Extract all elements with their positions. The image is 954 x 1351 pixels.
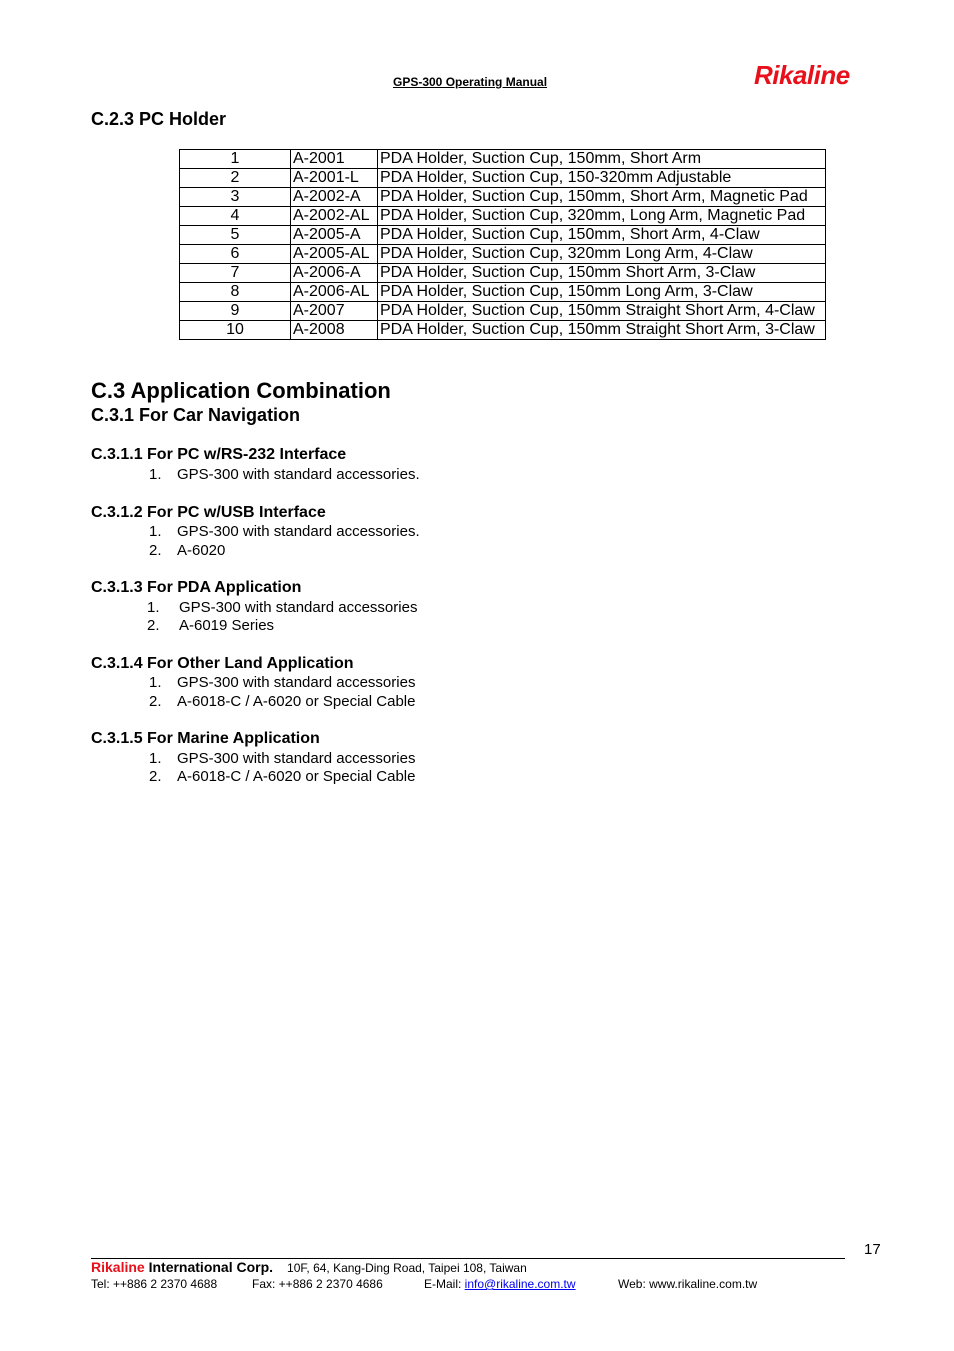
subsection-heading-pda: C.3.1.3 For PDA Application	[91, 579, 302, 596]
list-item-number: 2.	[149, 542, 162, 559]
list-item-number: 1.	[149, 466, 162, 483]
list-item-text: GPS-300 with standard accessories	[177, 674, 416, 691]
subsection-heading-usb: C.3.1.2 For PC w/USB Interface	[91, 504, 326, 521]
table-row	[180, 283, 826, 302]
footer-email-label: E-Mail:	[424, 1277, 465, 1291]
table-cell-description: PDA Holder, Suction Cup, 320mm, Long Arm, Magnetic Pad	[378, 207, 826, 226]
table-row	[180, 264, 826, 283]
table-row	[180, 226, 826, 245]
section-heading-application-combination: C.3 Application Combination	[91, 378, 391, 403]
table-cell-description: PDA Holder, Suction Cup, 150mm Long Arm, 3-Claw	[378, 283, 826, 302]
table-cell-code: A-2006-AL	[291, 283, 378, 302]
table-cell-number: 7	[180, 264, 291, 283]
table-cell-description: PDA Holder, Suction Cup, 150-320mm Adjustable	[378, 169, 826, 188]
footer-tel: Tel: ++886 2 2370 4688	[91, 1277, 218, 1291]
list-item-number: 1.	[149, 674, 162, 691]
table-cell-number: 8	[180, 283, 291, 302]
table-row	[180, 207, 826, 226]
list-item-number: 1.	[149, 750, 162, 767]
table-cell-code: A-2005-AL	[291, 245, 378, 264]
table-cell-code: A-2005-A	[291, 226, 378, 245]
table-cell-number: 3	[180, 188, 291, 207]
table-cell-description: PDA Holder, Suction Cup, 150mm, Short Arm, Magnetic Pad	[378, 188, 826, 207]
table-cell-code: A-2008	[291, 321, 378, 340]
table-cell-description: PDA Holder, Suction Cup, 150mm, Short Arm	[378, 150, 826, 169]
section-heading-pc-holder: C.2.3 PC Holder	[91, 109, 227, 129]
table-cell-number: 4	[180, 207, 291, 226]
table-cell-description: PDA Holder, Suction Cup, 150mm Straight Short Arm, 3-Claw	[378, 321, 826, 340]
page-number: 17	[864, 1241, 881, 1258]
list-item-number: 2.	[147, 617, 160, 634]
manual-title: GPS-300 Operating Manual	[393, 75, 548, 89]
table-cell-number: 2	[180, 169, 291, 188]
table-cell-description: PDA Holder, Suction Cup, 150mm Straight Short Arm, 4-Claw	[378, 302, 826, 321]
table-cell-code: A-2006-A	[291, 264, 378, 283]
pc-holder-table	[179, 149, 826, 340]
table-row	[180, 169, 826, 188]
table-row	[180, 188, 826, 207]
list-item-text: A-6019 Series	[179, 617, 275, 634]
table-cell-code: A-2002-A	[291, 188, 378, 207]
table-cell-number: 6	[180, 245, 291, 264]
footer-company-name: International Corp.	[144, 1259, 274, 1275]
footer-company-brand: Rikaline	[91, 1259, 145, 1275]
subsection-heading-marine: C.3.1.5 For Marine Application	[91, 730, 320, 747]
table-row	[180, 321, 826, 340]
table-row	[180, 302, 826, 321]
subsection-heading-car-navigation: C.3.1 For Car Navigation	[91, 405, 301, 425]
list-item-text: A-6020	[177, 542, 226, 559]
list-item-number: 1.	[149, 523, 162, 540]
table-cell-code: A-2001-L	[291, 169, 378, 188]
list-item-number: 2.	[149, 768, 162, 785]
table-cell-number: 1	[180, 150, 291, 169]
list-item-text: GPS-300 with standard accessories.	[177, 466, 420, 483]
table-cell-description: PDA Holder, Suction Cup, 320mm Long Arm, 4-Claw	[378, 245, 826, 264]
table-cell-code: A-2002-AL	[291, 207, 378, 226]
table-cell-description: PDA Holder, Suction Cup, 150mm, Short Arm, 4-Claw	[378, 226, 826, 245]
footer-company	[91, 1259, 527, 1275]
table-cell-description: PDA Holder, Suction Cup, 150mm Short Arm, 3-Claw	[378, 264, 826, 283]
rikaline-logo: Rikaline	[754, 60, 850, 90]
subsection-heading-rs232: C.3.1.1 For PC w/RS-232 Interface	[91, 446, 347, 463]
list-item-text: GPS-300 with standard accessories	[179, 599, 418, 616]
list-item-text: A-6018-C / A-6020 or Special Cable	[177, 693, 416, 710]
table-cell-number: 9	[180, 302, 291, 321]
table-cell-number: 5	[180, 226, 291, 245]
list-item-text: GPS-300 with standard accessories.	[177, 523, 420, 540]
table-row	[180, 150, 826, 169]
footer-email	[424, 1277, 576, 1291]
footer-web: Web: www.rikaline.com.tw	[618, 1277, 758, 1291]
table-cell-code: A-2001	[291, 150, 378, 169]
subsection-heading-other-land: C.3.1.4 For Other Land Application	[91, 655, 354, 672]
list-item-text: GPS-300 with standard accessories	[177, 750, 416, 767]
table-cell-number: 10	[180, 321, 291, 340]
list-item-text: A-6018-C / A-6020 or Special Cable	[177, 768, 416, 785]
email-link[interactable]: info@rikaline.com.tw	[464, 1277, 576, 1291]
footer-fax: Fax: ++886 2 2370 4686	[252, 1277, 383, 1291]
table-row	[180, 245, 826, 264]
list-item-number: 2.	[149, 693, 162, 710]
list-item-number: 1.	[147, 599, 160, 616]
table-cell-code: A-2007	[291, 302, 378, 321]
footer-address: 10F, 64, Kang-Ding Road, Taipei 108, Taiwan	[287, 1261, 527, 1275]
